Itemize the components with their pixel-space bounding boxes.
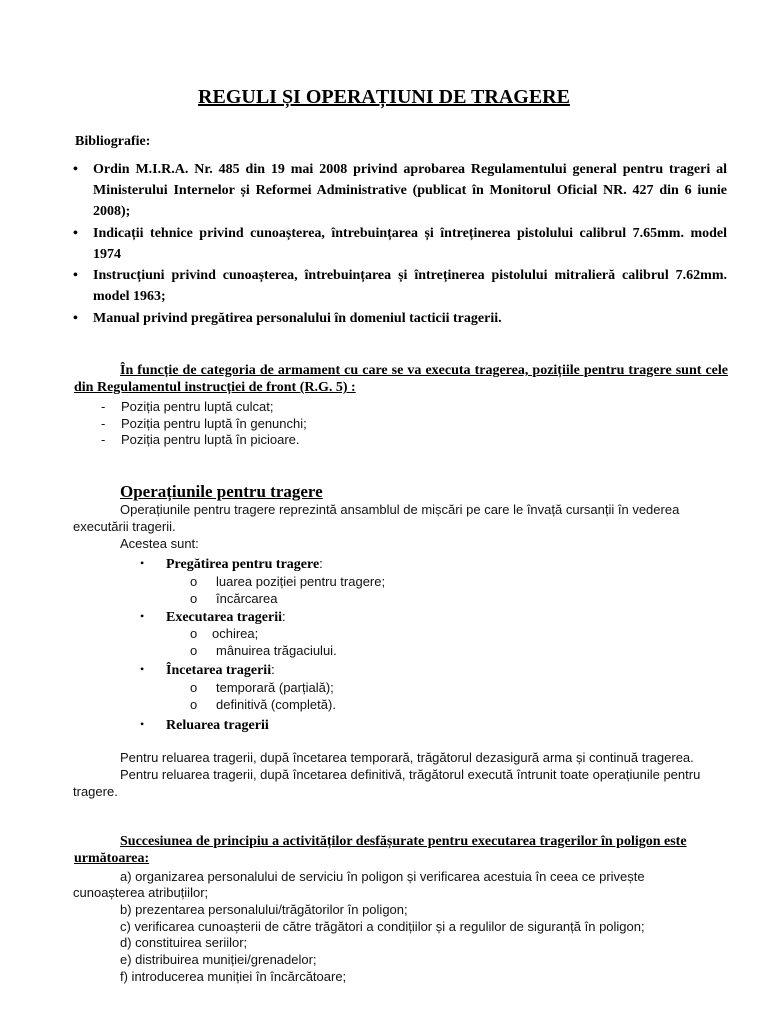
operation-title: Reluarea tragerii <box>166 718 269 733</box>
sub-item-text: ochirea; <box>212 626 259 641</box>
sub-item-text: luarea poziției pentru tragere; <box>216 574 386 589</box>
operations-definition: Operațiunile pentru tragere reprezintă ansamblul de mișcări pe care le învață cursanții în vederea executării tragerii. <box>73 502 680 534</box>
resume-temporary-paragraph: Pentru reluarea tragerii, după încetarea temporară, trăgătorul dezasigură arma și continuă tragerea. <box>120 750 694 765</box>
operation-title: Pregătirea pentru tragere <box>166 557 320 572</box>
operation-suffix: : <box>281 609 286 624</box>
operations-list-intro: Acestea sunt: <box>120 536 199 551</box>
succession-step: f) introducerea muniției în încărcătoare; <box>120 969 347 984</box>
bullet-icon: • <box>73 226 78 241</box>
circle-bullet-icon: o <box>190 643 198 658</box>
bibliography-heading: Bibliografie: <box>75 134 151 149</box>
circle-bullet-icon: o <box>190 697 198 712</box>
succession-step: c) verificarea cunoașterii de către trăgători a condițiilor și a regulilor de siguranță în poligon; <box>120 919 645 934</box>
bullet-icon: • <box>73 268 78 283</box>
sub-item-text: definitivă (completă). <box>216 697 336 712</box>
operation-title: Executarea tragerii <box>166 610 282 625</box>
sub-item-text: temporară (parțială); <box>216 680 334 695</box>
succession-step: a) organizarea personalului de serviciu în poligon și verificarea acestuia în ceea ce privește <box>120 869 645 884</box>
bullet-icon: • <box>73 162 78 177</box>
succession-step: b) prezentarea personalului/trăgătorilor în poligon; <box>120 902 408 917</box>
bibliography-item <box>73 308 727 329</box>
bibliography-item-text: Ordin M.I.R.A. Nr. 485 din 19 mai 2008 privind aprobarea Regulamentului general pentru trageri al Ministerului Internelor și Reformei Administrative (publicat în Monitorul Oficial NR. 427 din 6 iunie 2008); <box>93 162 727 219</box>
resume-definitive-paragraph: Pentru reluarea tragerii, după încetarea definitivă, trăgătorul execută întrunit toate operațiunile pentru tragere. <box>73 767 701 799</box>
succession-heading: Succesiunea de principiu a activităților desfășurate pentru executarea tragerilor în poligon este următoarea: <box>74 834 687 866</box>
dash-marker: - <box>101 432 106 447</box>
bullet-icon: • <box>140 609 145 623</box>
dash-marker: - <box>101 399 106 414</box>
succession-step-continuation: cunoașterea atribuțiilor; <box>73 885 209 900</box>
succession-step: e) distribuirea muniției/grenadelor; <box>120 952 317 967</box>
sub-item-text: mânuirea trăgaciului. <box>216 643 337 658</box>
bullet-icon: • <box>140 556 145 570</box>
bullet-icon: • <box>140 717 145 731</box>
bibliography-item <box>73 265 727 307</box>
operation-suffix: : <box>319 556 323 571</box>
circle-bullet-icon: o <box>190 626 198 641</box>
circle-bullet-icon: o <box>190 574 198 589</box>
position-item-text: Poziția pentru luptă în picioare. <box>121 432 300 447</box>
dash-marker: - <box>101 416 106 431</box>
circle-bullet-icon: o <box>190 680 198 695</box>
bullet-icon: • <box>140 662 145 676</box>
section-heading: Operațiunile pentru tragere <box>120 482 323 501</box>
succession-step: d) constituirea seriilor; <box>120 935 248 950</box>
operation-title: Încetarea tragerii <box>166 663 272 678</box>
circle-bullet-icon: o <box>190 591 198 606</box>
bullet-icon: • <box>73 311 78 326</box>
position-item-text: Poziția pentru luptă culcat; <box>121 399 274 414</box>
page-title: REGULI ȘI OPERAȚIUNI DE TRAGERE <box>198 86 570 108</box>
bibliography-item <box>73 223 727 265</box>
firing-positions-intro: În funcție de categoria de armament cu care se va executa tragerea, pozițiile pentru tragere sunt cele din Regulamentul instrucției de front (R.G. 5) : <box>74 363 728 395</box>
operation-suffix: : <box>271 662 275 677</box>
bibliography-item <box>73 159 727 222</box>
bibliography-item-text: Manual privind pregătirea personalului în domeniul tacticii tragerii. <box>93 311 502 326</box>
position-item-text: Poziția pentru luptă în genunchi; <box>121 416 307 431</box>
bibliography-item-text: Instrucțiuni privind cunoașterea, întrebuințarea și întreținerea pistolului mitralieră calibrul 7.62mm. model 1963; <box>93 268 727 304</box>
bibliography-item-text: Indicații tehnice privind cunoașterea, întrebuințarea și întreținerea pistolului calibrul 7.65mm. model 1974 <box>93 226 727 262</box>
sub-item-text: încărcarea <box>216 591 278 606</box>
